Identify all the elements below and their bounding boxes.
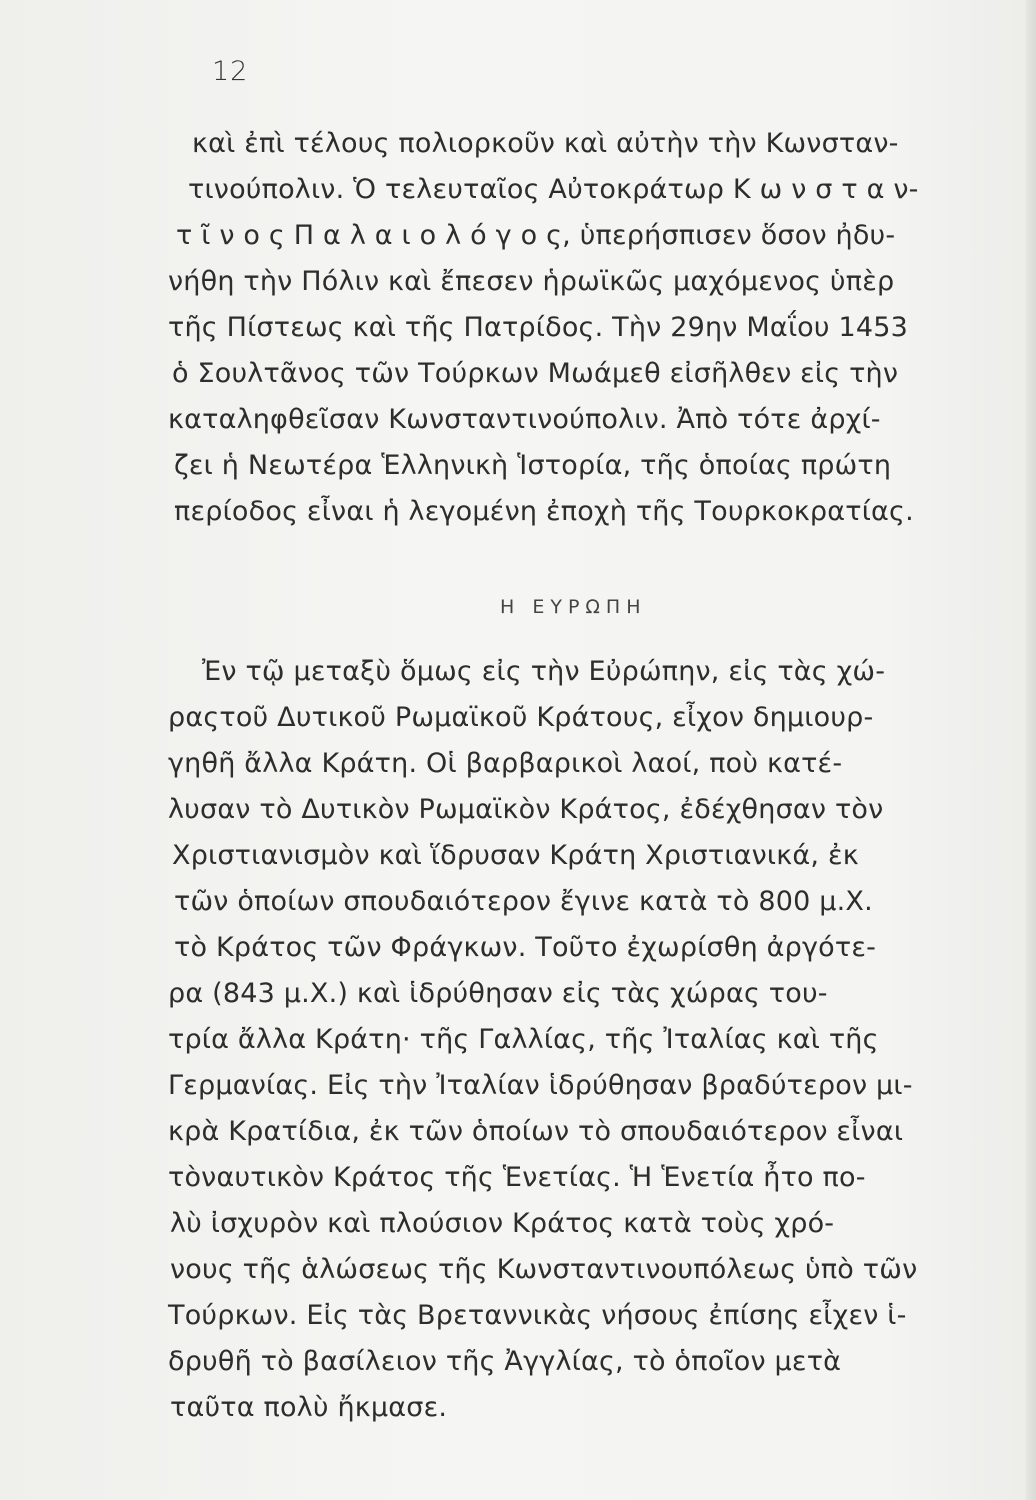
text-line: δρυθῆ τὸ βασίλειον τῆς Ἀγγλίας, τὸ ὁποῖον μετὰ — [168, 1346, 842, 1377]
text-line: κρὰ Κρατίδια, ἐκ τῶν ὁποίων τὸ σπουδαιότερον εἶναι — [168, 1116, 904, 1147]
text-line: τινούπολιν. Ὁ τελευταῖος Αὐτοκράτωρ Κ ω ν σ τ α ν- — [188, 174, 919, 205]
section-heading: Η ΕΥΡΩΠΗ — [500, 596, 647, 618]
text-line: τ ῖ ν ο ς Π α λ α ι ο λ ό γ ο ς, ὑπερήσπισεν ὅσον ἠδυ- — [176, 220, 896, 251]
text-line: περίοδος εἶναι ἡ λεγομένη ἐποχὴ τῆς Τουρκοκρατίας. — [174, 496, 914, 527]
text-line: γηθῆ ἄλλα Κράτη. Οἱ βαρβαρικοὶ λαοί, ποὺ κατέ- — [168, 748, 843, 779]
text-line: τῶν ὁποίων σπουδαιότερον ἔγινε κατὰ τὸ 800 μ.Χ. — [174, 886, 873, 917]
text-line: Τούρκων. Εἰς τὰς Βρεταννικὰς νήσους ἐπίσης εἶχεν ἱ- — [168, 1300, 907, 1331]
text-line: καὶ ἐπὶ τέλους πολιορκοῦν καὶ αὐτὴν τὴν Κωνσταν- — [192, 128, 899, 159]
text-line: ὁ Σουλτᾶνος τῶν Τούρκων Μωάμεθ εἰσῆλθεν εἰς τὴν — [172, 358, 899, 389]
text-line: ραςτοῦ Δυτικοῦ Ρωμαϊκοῦ Κράτους, εἶχον δημιουρ- — [168, 702, 874, 733]
text-line: νήθη τὴν Πόλιν καὶ ἔπεσεν ἡρωϊκῶς μαχόμενος ὑπὲρ — [168, 266, 895, 297]
text-line: τρία ἄλλα Κράτη· τῆς Γαλλίας, τῆς Ἰταλίας καὶ τῆς — [168, 1024, 879, 1055]
text-line: τῆς Πίστεως καὶ τῆς Πατρίδος. Τὴν 29ην Μαΐου 1453 — [168, 312, 909, 343]
text-line: καταληφθεῖσαν Κωνσταντινούπολιν. Ἀπὸ τότε ἀρχί- — [168, 404, 881, 435]
text-line: τὸ Κράτος τῶν Φράγκων. Τοῦτο ἐχωρίσθη ἀργότε- — [174, 932, 877, 963]
text-line: Γερμανίας. Εἰς τὴν Ἰταλίαν ἱδρύθησαν βραδύτερον μι- — [168, 1070, 913, 1101]
page-number: 12 — [212, 56, 249, 87]
page-edge-shadow — [1026, 0, 1036, 1500]
text-line: λὺ ἰσχυρὸν καὶ πλούσιον Κράτος κατὰ τοὺς χρό- — [170, 1208, 835, 1239]
text-line: ταῦτα πολὺ ἤκμασε. — [170, 1392, 448, 1423]
text-line: Ἐν τῷ μεταξὺ ὅμως εἰς τὴν Εὐρώπην, εἰς τὰς χώ- — [202, 656, 886, 687]
text-line: Χριστιανισμὸν καὶ ἵδρυσαν Κράτη Χριστιανικά, ἐκ — [172, 840, 859, 871]
text-line: ρα (843 μ.Χ.) καὶ ἱδρύθησαν εἰς τὰς χώρας του- — [168, 978, 828, 1009]
text-line: τὸναυτικὸν Κράτος τῆς Ἑνετίας. Ἡ Ἑνετία ἦτο πο- — [168, 1162, 866, 1193]
text-line: νους τῆς ἁλώσεως τῆς Κωνσταντινουπόλεως ὑπὸ τῶν — [170, 1254, 918, 1285]
text-line: λυσαν τὸ Δυτικὸν Ρωμαϊκὸν Κράτος, ἐδέχθησαν τὸν — [168, 794, 884, 825]
text-line: ζει ἡ Νεωτέρα Ἑλληνικὴ Ἱστορία, τῆς ὁποίας πρώτη — [174, 450, 892, 481]
